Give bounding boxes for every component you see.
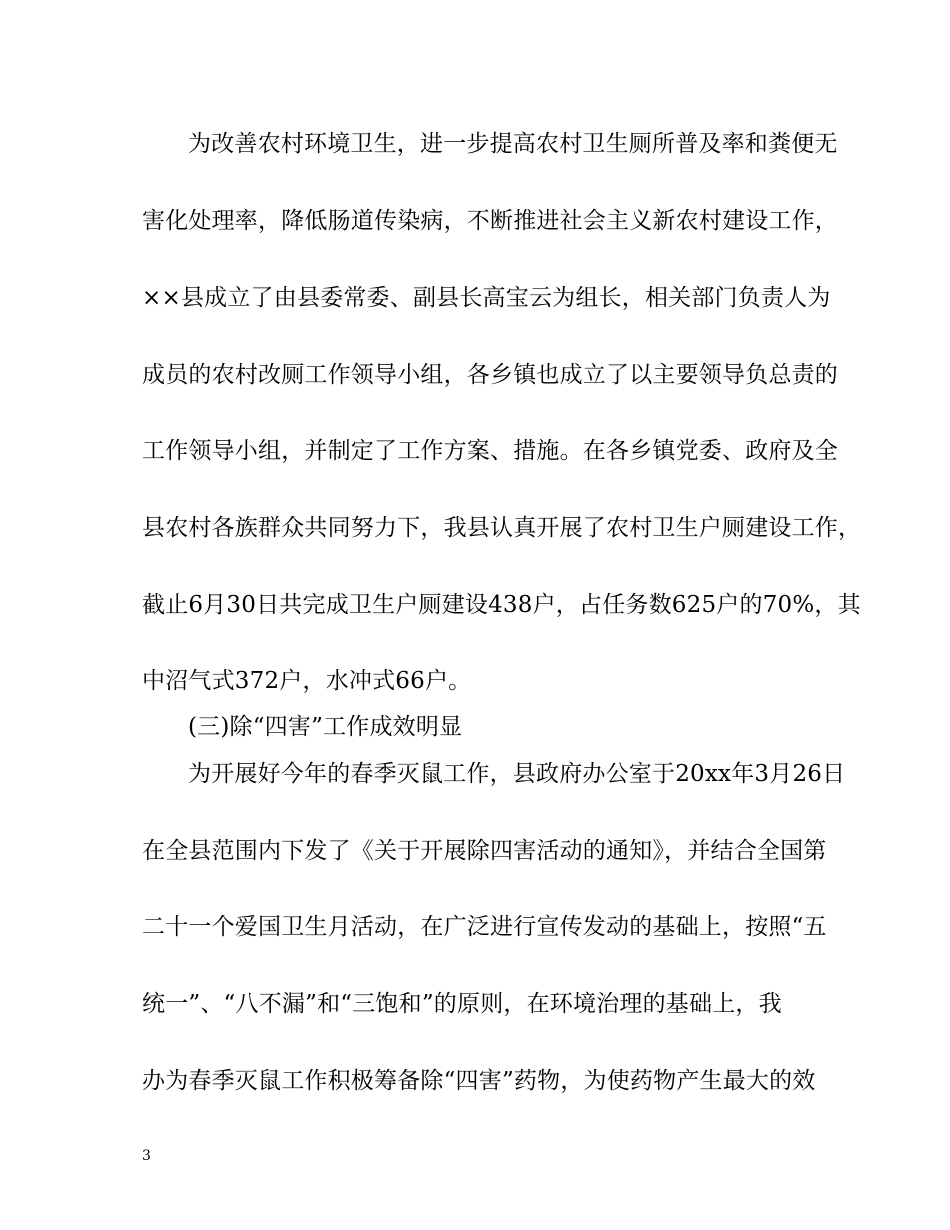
paragraph-line: 害化处理率，降低肠道传染病，不断推进社会主义新农村建设工作， — [142, 208, 838, 234]
paragraph-line: 为改善农村环境卫生，进一步提高农村卫生厕所普及率和粪便无 — [188, 131, 838, 157]
paragraph-line: 二十一个爱国卫生月活动，在广泛进行宣传发动的基础上，按照“五 — [142, 914, 827, 940]
paragraph-line: 工作领导小组，并制定了工作方案、措施。在各乡镇党委、政府及全 — [142, 438, 838, 464]
paragraph-line: 统一”、“八不漏”和“三饱和”的原则，在环境治理的基础上，我 — [142, 991, 782, 1017]
paragraph-line: ××县成立了由县委常委、副县长高宝云为组长，相关部门负责人为 — [142, 285, 831, 311]
paragraph-line: 截止6月30日共完成卫生户厕建设438户，占任务数625户的70%，其 — [142, 592, 861, 618]
paragraph-line: 办为春季灭鼠工作积极筹备除“四害”药物，为使药物产生最大的效 — [142, 1068, 816, 1094]
paragraph-line: 成员的农村改厕工作领导小组，各乡镇也成立了以主要领导负总责的 — [142, 362, 838, 388]
paragraph-line: 县农村各族群众共同努力下，我县认真开展了农村卫生户厕建设工作， — [142, 515, 862, 541]
section-heading: (三)除“四害”工作成效明显 — [188, 714, 463, 740]
paragraph-line: 为开展好今年的春季灭鼠工作，县政府办公室于20xx年3月26日 — [188, 761, 846, 787]
page-number: 3 — [142, 1148, 151, 1164]
paragraph-line: 中沼气式372户，水冲式66户。 — [142, 668, 472, 694]
paragraph-line: 在全县范围内下发了《关于开展除四害活动的通知》，并结合全国第 — [142, 838, 827, 864]
